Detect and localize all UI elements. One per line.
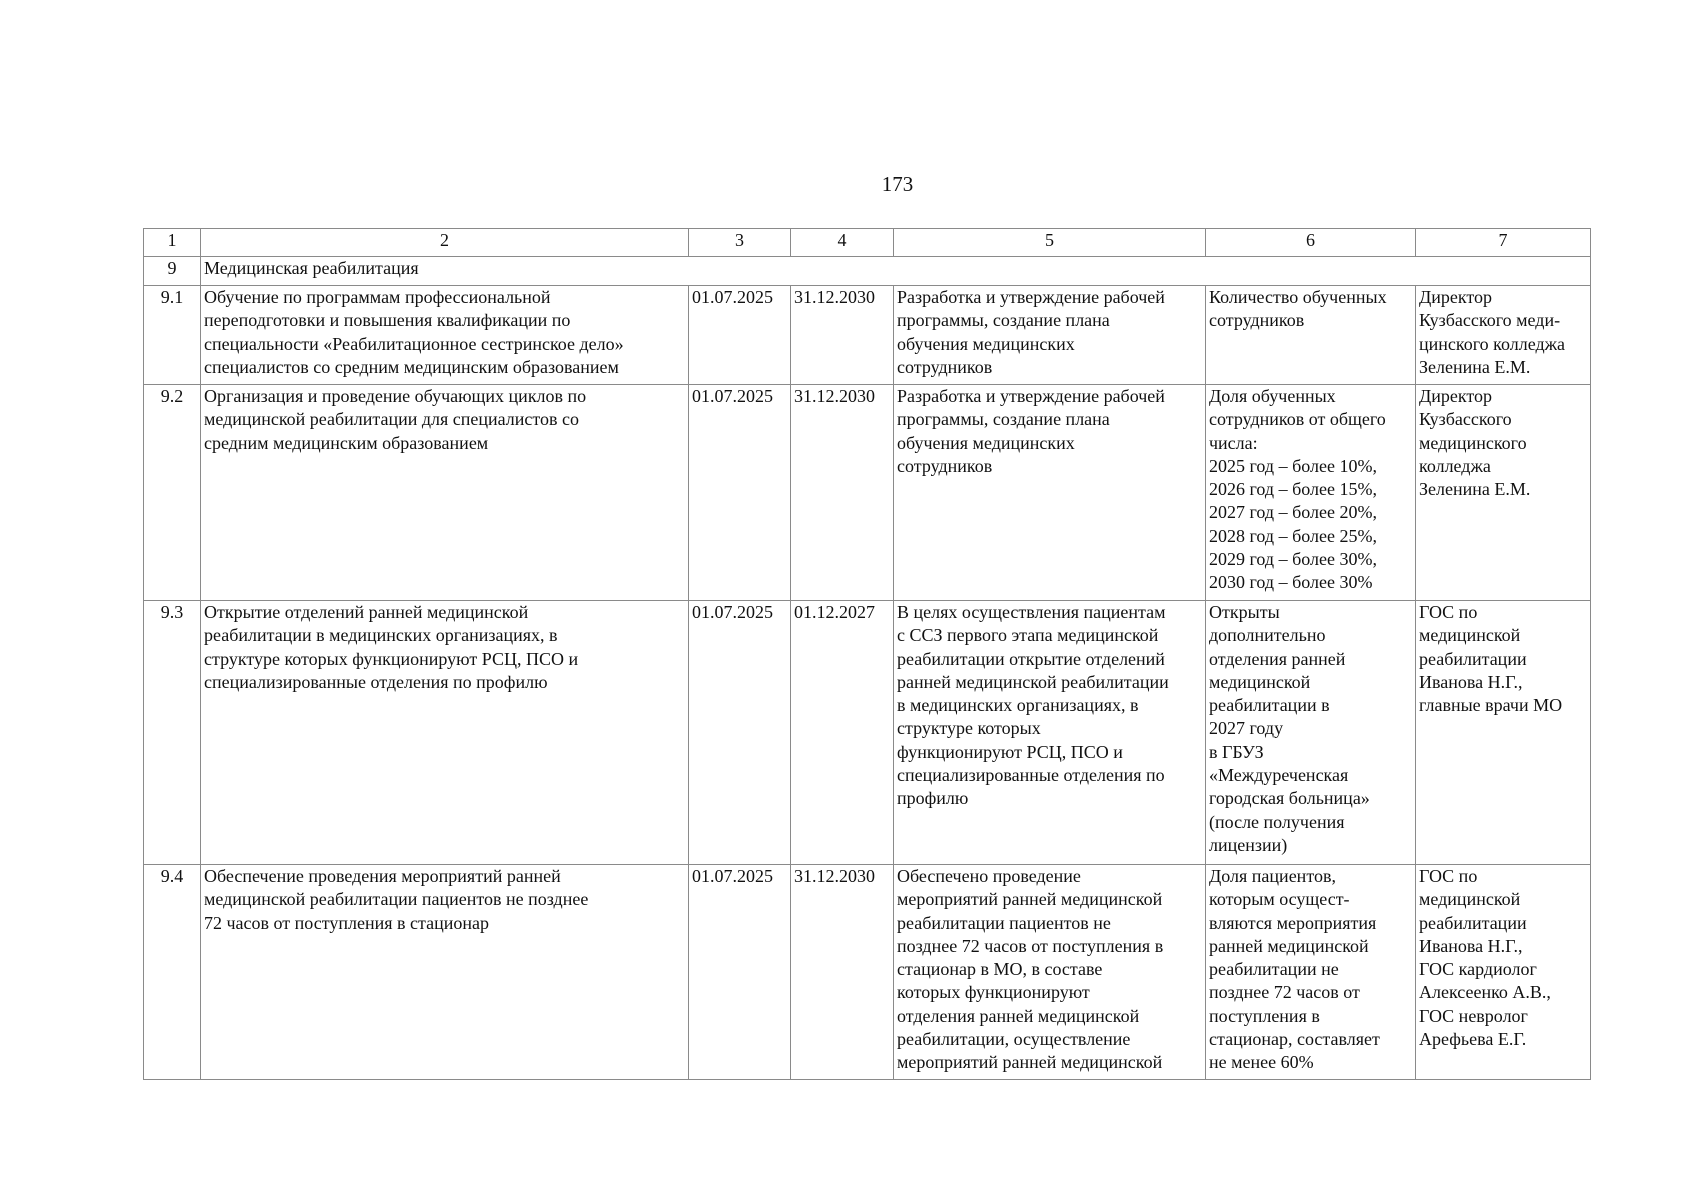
text-line: обучения медицинских — [897, 333, 1075, 354]
text-line: структуре которых — [897, 718, 1041, 739]
text-line: позднее 72 часов от — [1209, 982, 1360, 1003]
text-line: специализированные отделения по — [897, 765, 1165, 786]
text-line: ГОС по — [1419, 866, 1478, 886]
text-line: реабилитации — [1419, 648, 1527, 669]
text-line: Разработка и утверждение рабочей — [897, 287, 1165, 307]
text-line: «Междуреченская — [1209, 765, 1349, 786]
text-line: позднее 72 часов от поступления в — [897, 935, 1164, 956]
text-line: Зеленина Е.М. — [1419, 356, 1531, 377]
text-line: программы, создание плана — [897, 310, 1110, 331]
end-date: 31.12.2030 — [791, 385, 894, 601]
text-line: переподготовки и повышения квалификации по — [204, 310, 571, 331]
text-line: поступления в — [1209, 1005, 1320, 1026]
text-line: сотрудников — [897, 455, 993, 476]
text-line: 72 часов от поступления в стационар — [204, 912, 489, 933]
header-cell: 1 — [144, 229, 201, 257]
text-line: Доля пациентов, — [1209, 866, 1336, 886]
responsible-cell — [1416, 865, 1591, 1080]
text-line: средним медицинским образованием — [204, 432, 489, 453]
text-line: медицинской реабилитации для специалистов со — [204, 409, 580, 430]
text-line: 2025 год – более 10%, — [1209, 455, 1377, 476]
text-line: 2030 год – более 30% — [1209, 572, 1373, 593]
table-row — [144, 385, 1591, 601]
start-date: 01.07.2025 — [689, 601, 791, 865]
row-number: 9.3 — [144, 601, 201, 865]
result-cell — [894, 385, 1206, 601]
text-line: главные врачи МО — [1419, 695, 1563, 716]
text-line: в медицинских организациях, в — [897, 695, 1139, 716]
text-line: 2027 году — [1209, 718, 1284, 739]
task-cell — [201, 385, 689, 601]
text-line: цинского колледжа — [1419, 333, 1566, 354]
text-line: В целях осуществления пациентам — [897, 602, 1166, 622]
text-line: Арефьева Е.Г. — [1419, 1029, 1527, 1050]
text-line: лицензии) — [1209, 834, 1288, 855]
text-line: 2027 год – более 20%, — [1209, 502, 1377, 523]
text-line: реабилитации пациентов не — [897, 912, 1111, 933]
text-line: городская больница» — [1209, 788, 1370, 809]
text-line: специалистов со средним медицинским образованием — [204, 356, 619, 377]
task-cell — [201, 286, 689, 385]
text-line: программы, создание плана — [897, 409, 1110, 430]
text-line: (после получения — [1209, 811, 1345, 832]
header-cell: 7 — [1416, 229, 1591, 257]
header-cell: 5 — [894, 229, 1206, 257]
header-cell: 6 — [1206, 229, 1416, 257]
responsible-cell — [1416, 286, 1591, 385]
text-line: отделения ранней — [1209, 648, 1346, 669]
text-line: стационар в МО, в составе — [897, 959, 1103, 980]
responsible-cell — [1416, 385, 1591, 601]
text-line: медицинской — [1419, 889, 1521, 910]
text-line: Организация и проведение обучающих циклов по — [204, 386, 587, 406]
text-line: вляются мероприятия — [1209, 912, 1377, 933]
result-cell — [894, 601, 1206, 865]
indicator-cell — [1206, 601, 1416, 865]
start-date: 01.07.2025 — [689, 286, 791, 385]
text-line: Директор — [1419, 287, 1493, 307]
header-row — [144, 229, 1591, 257]
text-line: Алексеенко А.В., — [1419, 982, 1551, 1003]
text-line: реабилитации открытие отделений — [897, 648, 1165, 669]
text-line: колледжа — [1419, 455, 1491, 476]
task-cell — [201, 601, 689, 865]
text-line: специальности «Реабилитационное сестринское дело» — [204, 333, 624, 354]
table-row — [144, 865, 1591, 1080]
text-line: медицинской — [1419, 625, 1521, 646]
text-line: мероприятий ранней медицинской — [897, 889, 1163, 910]
text-line: реабилитации, осуществление — [897, 1029, 1131, 1050]
text-line: обучения медицинских — [897, 432, 1075, 453]
text-line: Директор — [1419, 386, 1493, 406]
text-line: которых функционируют — [897, 982, 1090, 1003]
text-line: сотрудников — [1209, 310, 1305, 331]
row-number: 9.2 — [144, 385, 201, 601]
text-line: Доля обученных — [1209, 386, 1336, 406]
section-row — [144, 257, 1591, 286]
start-date: 01.07.2025 — [689, 865, 791, 1080]
header-cell: 4 — [791, 229, 894, 257]
row-number: 9.4 — [144, 865, 201, 1080]
text-line: ранней медицинской реабилитации — [897, 671, 1169, 692]
text-line: 2029 год – более 30%, — [1209, 549, 1377, 570]
text-line: реабилитации — [1419, 912, 1527, 933]
table-row — [144, 601, 1591, 865]
section-title: Медицинская реабилитация — [201, 257, 1591, 286]
indicator-cell — [1206, 385, 1416, 601]
text-line: числа: — [1209, 432, 1258, 453]
text-line: мероприятий ранней медицинской — [897, 1052, 1163, 1073]
text-line: функционируют РСЦ, ПСО и — [897, 741, 1123, 762]
end-date: 01.12.2027 — [791, 601, 894, 865]
indicator-cell — [1206, 286, 1416, 385]
text-line: сотрудников от общего — [1209, 409, 1386, 430]
text-line: Разработка и утверждение рабочей — [897, 386, 1165, 406]
end-date: 31.12.2030 — [791, 865, 894, 1080]
plan-table — [143, 228, 1591, 1080]
text-line: Открытие отделений ранней медицинской — [204, 602, 529, 622]
text-line: реабилитации в медицинских организациях, в — [204, 625, 558, 646]
section-number: 9 — [144, 257, 201, 286]
text-line: 2026 год – более 15%, — [1209, 479, 1377, 500]
text-line: реабилитации в — [1209, 695, 1330, 716]
text-line: которым осущест- — [1209, 889, 1350, 910]
text-line: ГОС по — [1419, 602, 1478, 622]
text-line: Количество обученных — [1209, 287, 1387, 307]
text-line: медицинского — [1419, 432, 1527, 453]
text-line: Обеспечено проведение — [897, 866, 1081, 886]
responsible-cell — [1416, 601, 1591, 865]
result-cell — [894, 865, 1206, 1080]
text-line: ранней медицинской — [1209, 935, 1369, 956]
text-line: Обучение по программам профессиональной — [204, 287, 551, 307]
text-line: с ССЗ первого этапа медицинской — [897, 625, 1159, 646]
text-line: не менее 60% — [1209, 1052, 1314, 1073]
text-line: профилю — [897, 788, 969, 809]
indicator-cell — [1206, 865, 1416, 1080]
row-number: 9.1 — [144, 286, 201, 385]
text-line: сотрудников — [897, 356, 993, 377]
text-line: Обеспечение проведения мероприятий ранней — [204, 866, 561, 886]
text-line: Кузбасского меди- — [1419, 310, 1561, 331]
text-line: Кузбасского — [1419, 409, 1512, 430]
text-line: отделения ранней медицинской — [897, 1005, 1140, 1026]
text-line: ГОС кардиолог — [1419, 959, 1537, 980]
text-line: медицинской реабилитации пациентов не позднее — [204, 889, 589, 910]
text-line: реабилитации не — [1209, 959, 1339, 980]
text-line: Иванова Н.Г., — [1419, 671, 1523, 692]
text-line: ГОС невролог — [1419, 1005, 1528, 1026]
start-date: 01.07.2025 — [689, 385, 791, 601]
result-cell — [894, 286, 1206, 385]
text-line: Открыты — [1209, 602, 1280, 622]
text-line: стационар, составляет — [1209, 1029, 1380, 1050]
header-cell: 3 — [689, 229, 791, 257]
task-cell — [201, 865, 689, 1080]
text-line: медицинской — [1209, 671, 1311, 692]
text-line: 2028 год – более 25%, — [1209, 525, 1377, 546]
text-line: Зеленина Е.М. — [1419, 479, 1531, 500]
header-cell: 2 — [201, 229, 689, 257]
table-row — [144, 286, 1591, 385]
text-line: специализированные отделения по профилю — [204, 671, 548, 692]
text-line: дополнительно — [1209, 625, 1326, 646]
end-date: 31.12.2030 — [791, 286, 894, 385]
page-number: 173 — [881, 172, 914, 196]
text-line: структуре которых функционируют РСЦ, ПСО и — [204, 648, 579, 669]
text-line: в ГБУЗ — [1209, 741, 1264, 762]
text-line: Иванова Н.Г., — [1419, 935, 1523, 956]
